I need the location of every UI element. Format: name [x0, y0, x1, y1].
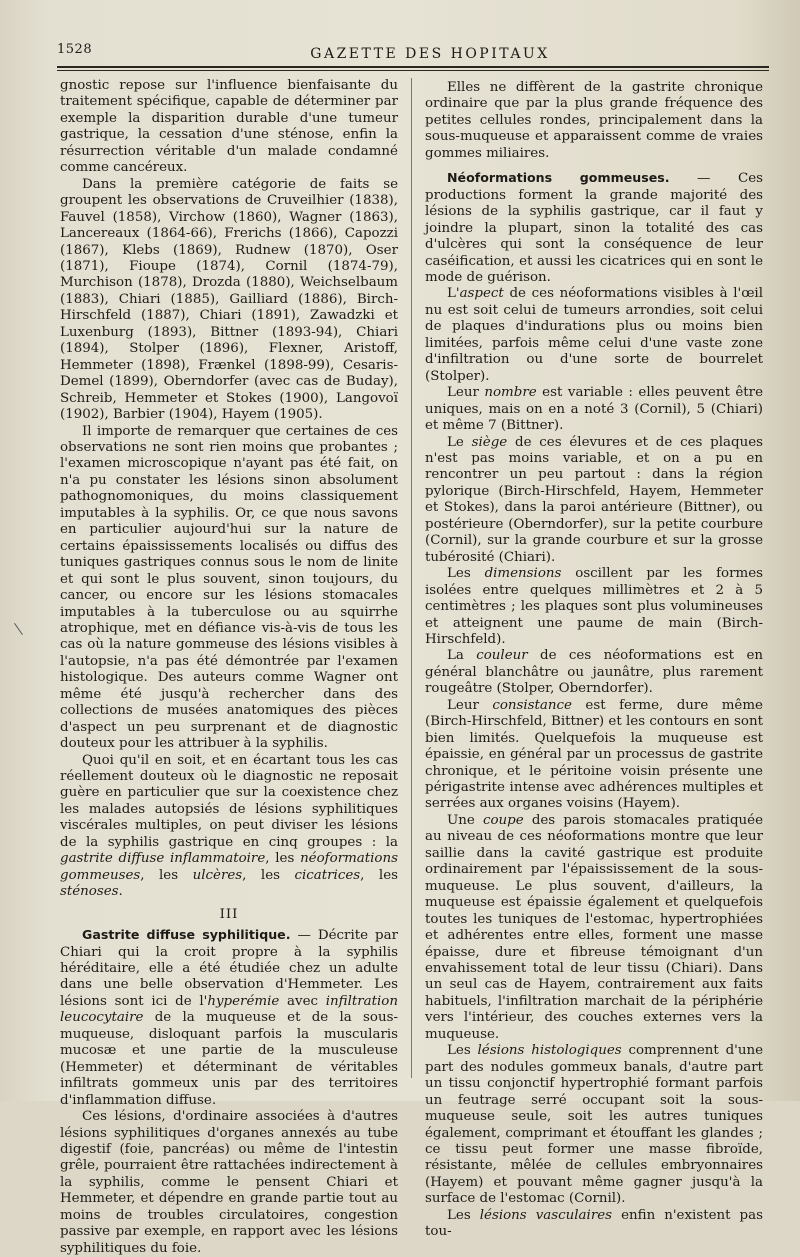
paragraph: Néoformations gommeuses. — Ces productions forment la grande majorité des lésions de la syphilis gastrique, car il faut y joindre la plupart, sinon la totalité des cas d'ulcères qui sont la conséquence de leur caséification, et aussi les cicatrices qui en sont le mode de guérison.: [425, 170, 763, 285]
paragraph: Quoi qu'il en soit, et en écartant tous les cas réellement douteux où le diagnostic ne reposait guère en particulier que sur la coexistence chez les malades autopsiés de lésions syphilitiques viscérales multiples, on peut diviser les lésions de la syphilis gastrique en cinq groupes : la gastrite diffuse inflammatoire, les néoformations gommeuses, les ulcères, les cicatrices, les sténoses.: [60, 752, 398, 900]
right-column: [425, 80, 763, 1241]
paragraph: Une coupe des parois stomacales pratiquée au niveau de ces néoformations montre que leur saillie dans la cavité gastrique est produite ordinairement par l'épaississement de la sous-muqueuse. Le plus souvent, d'ailleurs, la muqueuse est épaissie également et quelquefois toutes les tuniques de l'estomac, hypertrophiées et adhérentes entre elles, forment une masse épaisse, dure et fibreuse témoignant d'un envahissement total de leur tissu (Chiari). Dans un seul cas de Hayem, contrairement aux faits habituels, l'infiltration marchait de la périphérie vers l'intérieur, des couches externes vers la muqueuse.: [425, 812, 763, 1042]
paragraph: Elles ne diffèrent de la gastrite chronique ordinaire que par la plus grande fréquence des petites cellules rondes, principalement dans la sous-muqueuse et apparaissent comme de vraies gommes miliaires.: [425, 80, 763, 161]
paragraph: Leur nombre est variable : elles peuvent être uniques, mais on en a noté 3 (Cornil), 5 (Chiari) et même 7 (Bittner).: [425, 385, 763, 434]
paragraph: Il importe de remarquer que certaines de ces observations ne sont rien moins que probantes ; l'examen microscopique n'ayant pas été fait, on n'a pu constater les lésions sinon absolument pathognomoniques, du moins classiquement imputables à la syphilis. Or, ce que nous savons en particulier aujourd'hui sur la nature de certains épaississements localisés ou diffus des tuniques gastriques connus sous le nom de linite et qui sont le plus souvent, sinon toujours, du cancer, ou encore sur les lésions stomacales imputables à la tuberculose ou au squirrhe atrophique, met en défiance vis-à-vis de tous les cas où la nature gommeuse des lésions visibles à l'autopsie, n'a pas été démontrée par l'examen histologique. Des auteurs comme Wagner ont même été jusqu'à rechercher dans des collections de musées anatomiques des pièces d'aspect un peu surprenant et de diagnostic douteux pour les attribuer à la syphilis.: [60, 423, 398, 752]
paragraph: Les lésions vasculaires enfin n'existent pas tou-: [425, 1207, 763, 1240]
section-heading: Néoformations gommeuses.: [447, 170, 670, 186]
paragraph: L'aspect de ces néoformations visibles à l'œil nu est soit celui de tumeurs arrondies, soit celui de plaques d'indurations plus ou moins bien limitées, parfois même celui d'une vaste zone d'infiltration ou d'une sorte de bourrelet (Stolper).: [425, 286, 763, 384]
paragraph: Gastrite diffuse syphilitique. — Décrite par Chiari qui la croit propre à la syphilis héréditaire, elle a été étudiée chez un adulte dans une belle observation d'Hemmeter. Les lésions sont ici de l'hyperémie avec infiltration leucocytaire de la muqueuse et de la sous-muqueuse, disloquant parfois la muscularis mucosæ et une partie de la musculeuse (Hemmeter) et déterminant de véritables infiltrats gommeux unis par des territoires d'inflammation diffuse.: [60, 927, 398, 1108]
paragraph: La couleur de ces néoformations est en général blanchâtre ou jaunâtre, plus rarement rougeâtre (Stolper, Oberndorfer).: [425, 648, 763, 697]
paragraph: gnostic repose sur l'influence bienfaisante du traitement spécifique, capable de déterminer par exemple la disparition durable d'une tumeur gastrique, la cessation d'une sténose, enfin la résurrection véritable d'un malade condamné comme cancéreux.: [60, 78, 398, 176]
running-head: GAZETTE DES HOPITAUX: [310, 46, 550, 62]
page-number: 1528: [57, 42, 93, 57]
paragraph: Le siège de ces élevures et de ces plaques n'est pas moins variable, et on a pu en rencontrer un peu partout : dans la région pylorique (Birch-Hirschfeld, Hayem, Hemmeter et Stokes), dans la paroi antérieure (Bittner), ou postérieure (Oberndorfer), sur la petite courbure (Cornil), sur la grande courbure et sur la grosse tubérosité (Chiari).: [425, 434, 763, 565]
paragraph: Ces lésions, d'ordinaire associées à d'autres lésions syphilitiques d'organes annexés au tube digestif (foie, pancréas) ou même de l'intestin grêle, pourraient être rattachées indirectement à la syphilis, comme le pensent Chiari et Hemmeter, et dépendre en grande partie tout au moins de troubles circulatoires, congestion passive par exemple, en rapport avec les lésions syphilitiques du foie.: [60, 1109, 398, 1256]
section-heading: Gastrite diffuse syphilitique.: [82, 927, 291, 943]
header-rule-thin: [57, 70, 769, 71]
pencil-mark: [14, 623, 23, 635]
column-divider: [411, 78, 412, 1078]
paragraph: Les lésions histologiques comprennent d'une part des nodules gommeux banals, d'autre part un tissu conjonctif hypertrophié formant parfois un feutrage serré occupant soit la sous-muqueuse seule, soit les autres tuniques également, comprimant et étouffant les glandes ; ce tissu peut former une masse fibroïde, résistante, mêlée de cellules embryonnaires (Hayem) et pouvant même gagner jusqu'à la surface de l'estomac (Cornil).: [425, 1043, 763, 1207]
paragraph: Les dimensions oscillent par les formes isolées entre quelques millimètres et 2 à 5 centimètres ; les plaques sont plus volumineuses et atteignent une paume de main (Birch-Hirschfeld).: [425, 566, 764, 647]
paragraph: Dans la première catégorie de faits se groupent les observations de Cruveilhier (1838), Fauvel (1858), Virchow (1860), Wagner (1863), Lancereaux (1864-66), Frerichs (1866), Capozzi (1867), Klebs (1869), Rudnew (1870), Oser (1871), Fioupe (1874), Cornil (1874-79), Murchison (1878), Drozda (1880), Weichselbaum (1883), Chiari (1885), Gailliard (1886), Birch-Hirschfeld (1887), Chiari (1891), Zawadzki et Luxenburg (1893), Bittner (1893-94), Chiari (1894), Stolper (1896), Flexner, Aristoff, Hemmeter (1898), Frænkel (1898-99), Cesaris-Demel (1899), Oberndorfer (avec cas de Buday), Schreib, Hemmeter et Stokes (1900), Langovoï (1902), Barbier (1904), Hayem (1905).: [60, 176, 398, 423]
left-column: [60, 78, 398, 1257]
section-number: III: [219, 906, 239, 922]
paragraph: Leur consistance est ferme, dure même (Birch-Hirschfeld, Bittner) et les contours en sont bien limités. Quelquefois la muqueuse est épaissie, en général par un processus de gastrite chronique, et le péritoine voisin présente une périgastrite intense avec adhérences multiples et serrées aux organes voisins (Hayem).: [425, 697, 763, 812]
header-rule-thick: [57, 66, 769, 68]
